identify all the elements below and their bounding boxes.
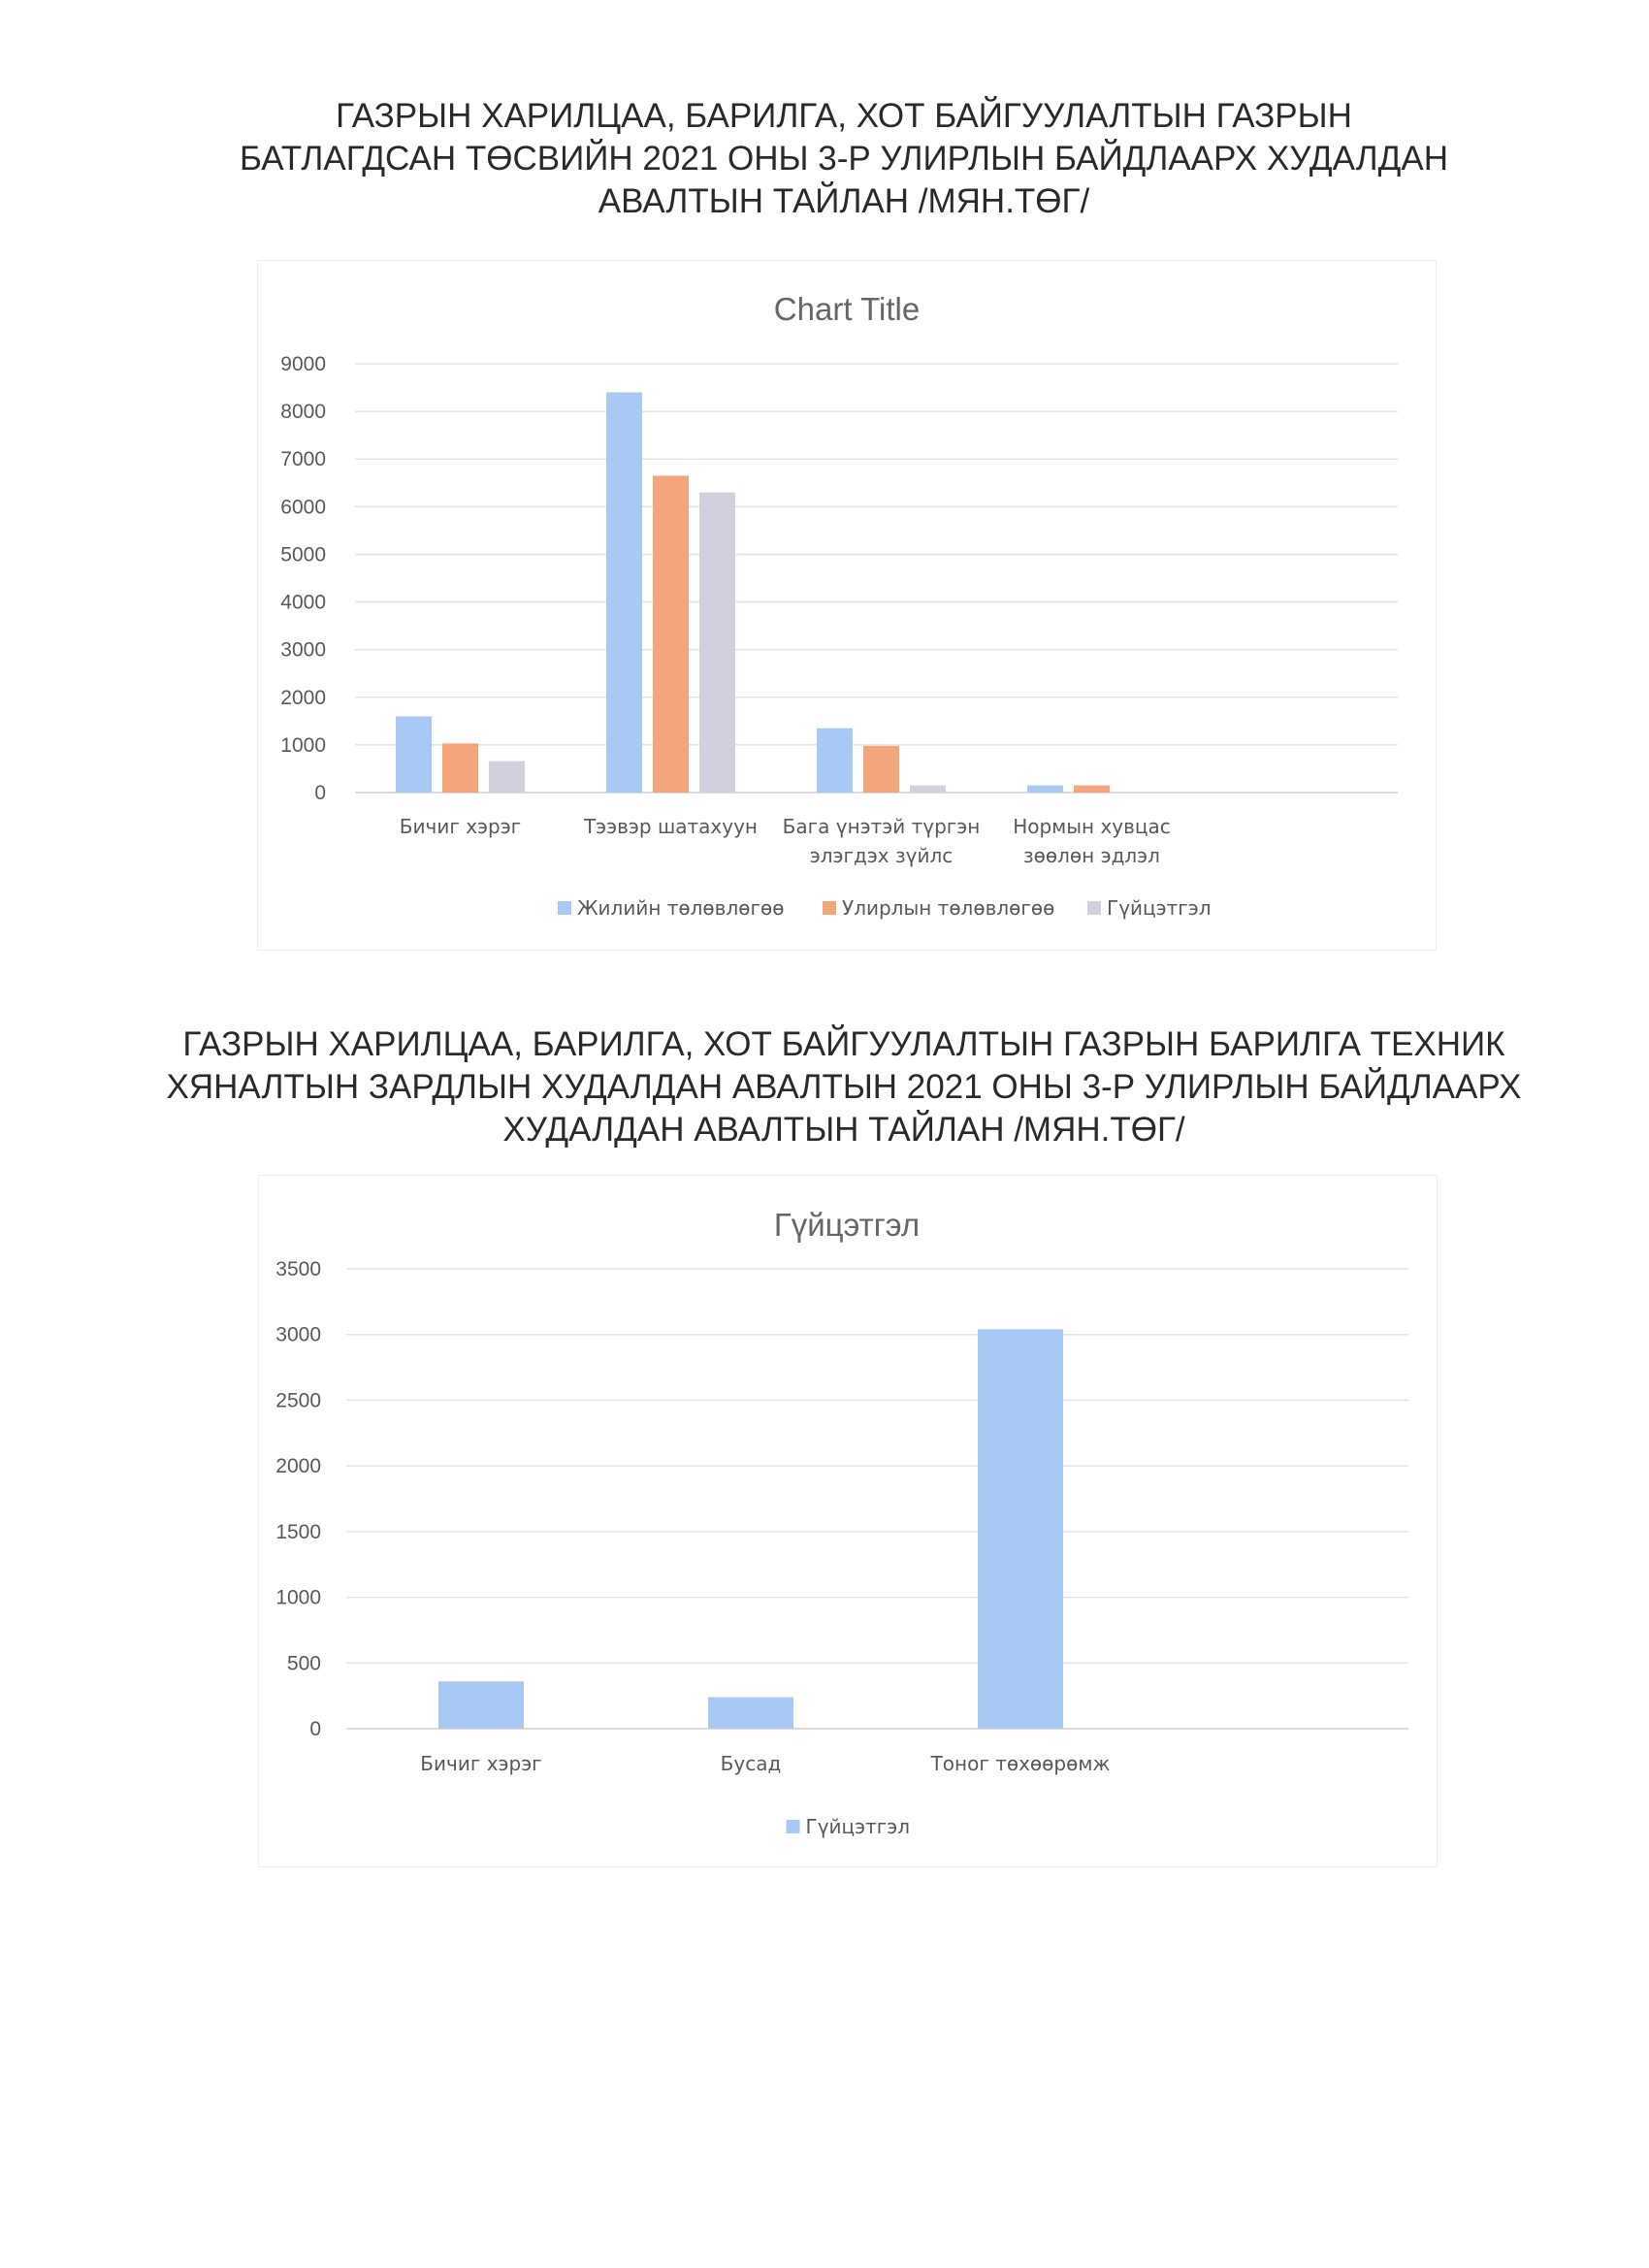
- bar: [708, 1697, 793, 1729]
- y-tick-label: 3000: [280, 638, 326, 662]
- y-tick-label: 0: [309, 1718, 321, 1740]
- legend-label: Гүйцэтгэл: [1107, 896, 1212, 920]
- x-category-label: Нормын хувцас: [1013, 815, 1171, 838]
- bar: [863, 746, 899, 793]
- x-category-label: Бичиг хэрэг: [420, 1752, 542, 1775]
- bar: [978, 1329, 1063, 1729]
- title-line: ХЯНАЛТЫН ЗАРДЛЫН ХУДАЛДАН АВАЛТЫН 2021 ОНЫ 3-Р УЛИРЛЫН БАЙДЛААРХ: [166, 1068, 1522, 1106]
- y-tick-label: 7000: [280, 448, 326, 471]
- legend-swatch: [1087, 901, 1101, 915]
- bar: [910, 786, 946, 793]
- bar: [817, 729, 853, 793]
- budget-bar-chart: [257, 260, 1437, 951]
- x-category-label: элэгдэх зүйлс: [809, 844, 954, 867]
- bar: [1027, 786, 1063, 793]
- legend-label: Жилийн төлөвлөгөө: [577, 896, 785, 920]
- y-tick-label: 3000: [275, 1323, 321, 1346]
- x-category-label: Бусад: [720, 1752, 782, 1775]
- legend-swatch: [558, 901, 571, 915]
- y-tick-label: 4000: [280, 591, 326, 614]
- y-tick-label: 6000: [280, 496, 326, 519]
- y-tick-label: 9000: [280, 353, 326, 375]
- y-tick-label: 8000: [280, 401, 326, 424]
- bar: [606, 392, 642, 793]
- y-tick-label: 1000: [275, 1586, 321, 1609]
- bar: [653, 475, 689, 793]
- x-category-label: Бага үнэтэй түргэн: [782, 815, 981, 838]
- bar: [489, 761, 525, 793]
- y-tick-label: 2000: [275, 1455, 321, 1478]
- bar: [442, 743, 478, 793]
- report-title-2: [146, 1023, 1542, 1151]
- report-title-1: [146, 95, 1542, 223]
- bar: [438, 1681, 524, 1729]
- legend-swatch: [823, 901, 836, 915]
- title-line: ГАЗРЫН ХАРИЛЦАА, БАРИЛГА, ХОТ БАЙГУУЛАЛТЫН ГАЗРЫН: [336, 97, 1352, 135]
- title-line: ГАЗРЫН ХАРИЛЦАА, БАРИЛГА, ХОТ БАЙГУУЛАЛТЫН ГАЗРЫН БАРИЛГА ТЕХНИК: [182, 1025, 1505, 1063]
- bar: [699, 493, 735, 793]
- title-line: БАТЛАГДСАН ТӨСВИЙН 2021 ОНЫ 3-Р УЛИРЛЫН БАЙДЛААРХ ХУДАЛДАН: [240, 140, 1448, 178]
- chart-title: Chart Title: [773, 291, 921, 327]
- x-category-label: Бичиг хэрэг: [399, 815, 522, 838]
- legend-label: Улирлын төлөвлөгөө: [842, 896, 1055, 920]
- y-tick-label: 2500: [275, 1389, 321, 1412]
- title-line: АВАЛТЫН ТАЙЛАН /МЯН.ТӨГ/: [598, 182, 1090, 220]
- x-category-label: зөөлөн эдлэл: [1023, 844, 1160, 867]
- bar: [1074, 786, 1110, 793]
- y-tick-label: 5000: [280, 543, 326, 567]
- chart-title: Гүйцэтгэл: [773, 1207, 921, 1243]
- legend-label: Гүйцэтгэл: [805, 1815, 911, 1838]
- y-tick-label: 3500: [275, 1258, 321, 1280]
- y-tick-label: 500: [286, 1652, 321, 1675]
- technical-supervision-bar-chart: [258, 1175, 1438, 1867]
- y-tick-label: 1000: [280, 733, 326, 757]
- technical-supervision-bar-chart-svg: [259, 1176, 1437, 1866]
- bar: [396, 716, 432, 793]
- y-tick-label: 0: [314, 782, 326, 804]
- budget-bar-chart-svg: [258, 261, 1436, 950]
- x-category-label: Тээвэр шатахуун: [583, 815, 759, 838]
- legend-swatch: [787, 1820, 800, 1833]
- title-line: ХУДАЛДАН АВАЛТЫН ТАЙЛАН /МЯН.ТӨГ/: [502, 1111, 1185, 1149]
- y-tick-label: 1500: [275, 1520, 321, 1543]
- x-category-label: Тоног төхөөрөмж: [930, 1752, 1111, 1775]
- y-tick-label: 2000: [280, 686, 326, 709]
